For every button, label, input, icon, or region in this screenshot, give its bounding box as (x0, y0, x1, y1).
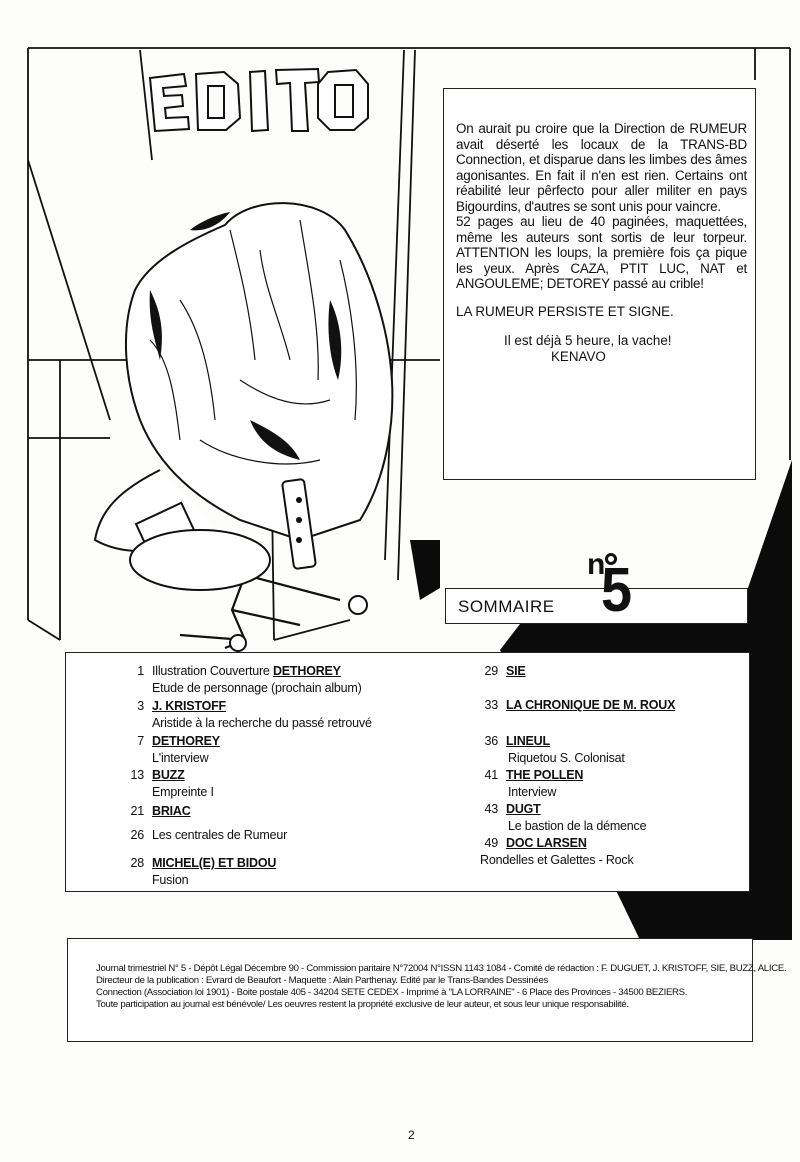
toc-entry[interactable] (480, 697, 675, 714)
toc-page-number: 21 (130, 804, 144, 818)
toc-page-number: 7 (137, 734, 144, 748)
toc-title[interactable]: DUGT (506, 802, 541, 816)
toc-entry[interactable] (480, 733, 625, 767)
toc-page-number: 26 (130, 828, 144, 842)
toc-title[interactable]: DOC LARSEN (506, 836, 587, 850)
toc-title[interactable]: SIE (506, 664, 526, 678)
toc-page-number: 3 (137, 699, 144, 713)
toc-description: Aristide à la recherche du passé retrouvé (152, 716, 372, 730)
edito-closing-line-1: Il est déjà 5 heure, la vache! (504, 333, 672, 348)
credits-line: Toute participation au journal est bénévole/ Les oeuvres restent la propriété exclusive de leur auteur, et sous leur unique responsabilité. (96, 999, 629, 1010)
toc-title[interactable]: LA CHRONIQUE DE M. ROUX (506, 698, 676, 712)
toc-page-number: 43 (484, 802, 498, 816)
toc-title[interactable]: DETHOREY (272, 664, 341, 678)
toc-description: Interview (508, 785, 557, 799)
edito-closing-line-2: KENAVO (551, 348, 606, 364)
toc-title[interactable]: J. KRISTOFF (152, 699, 226, 713)
sommaire-bar (445, 588, 748, 624)
edito-signoff: LA RUMEUR PERSISTE ET SIGNE. (456, 303, 674, 319)
toc-page-number: 1 (137, 664, 144, 678)
toc-title[interactable]: BRIAC (152, 804, 191, 818)
edito-paragraph-1: On aurait pu croire que la Direction de RUMEUR avait déserté les locaux de la TRANS-BD Connection, et disparue dans les limbes des âmes agonisantes. En fait il n'en est rien. Certains ont réabilité leur pêrfecto pour aller militer en pays Bigourdins, d'autres se sont unis pour vaincre. (456, 121, 747, 214)
sommaire-label: SOMMAIRE (458, 597, 555, 616)
toc-title[interactable]: THE POLLEN (506, 768, 584, 782)
edito-body (456, 121, 747, 292)
toc-entry[interactable] (126, 733, 220, 767)
toc-page-number: 41 (484, 768, 498, 782)
toc-description: Le bastion de la démence (508, 819, 647, 833)
toc-entry[interactable] (126, 855, 276, 889)
toc-lead[interactable]: Les centrales de Rumeur (152, 828, 288, 842)
toc-description: Rondelles et Galettes - Rock (480, 853, 634, 867)
toc-entry[interactable] (480, 801, 646, 835)
toc-page-number: 33 (484, 698, 498, 712)
toc-page-number: 36 (484, 734, 498, 748)
toc-page-number: 28 (130, 856, 144, 870)
credits-line: Directeur de la publication : Evrard de Beaufort - Maquette : Alain Parthenay. Edité par le Trans-Bandes Dessinées (96, 975, 548, 986)
toc-page-number: 49 (484, 836, 498, 850)
toc-description: Etude de personnage (prochain album) (152, 681, 362, 695)
edito-paragraph-2: 52 pages au lieu de 40 paginées, maquettées, même les auteurs sont sortis de leur torpeur. ATTENTION les loups, la première fois ça pique les yeux. Après CAZA, PTIT LUC, NAT et ANGOULEME; DETOREY passé au crible! (456, 214, 747, 291)
toc-entry[interactable] (480, 767, 583, 801)
table-of-contents (65, 652, 750, 892)
issue-number: 5 (601, 556, 633, 625)
toc-lead: Illustration Couverture (152, 664, 270, 678)
toc-entry[interactable] (126, 698, 372, 732)
toc-entry[interactable] (126, 803, 191, 820)
toc-description: Fusion (152, 873, 189, 887)
toc-title[interactable]: MICHEL(E) ET BIDOU (152, 856, 277, 870)
page-number: 2 (408, 1128, 415, 1142)
toc-page-number: 29 (484, 664, 498, 678)
toc-page-number: 13 (130, 768, 144, 782)
toc-entry[interactable] (126, 827, 287, 844)
toc-title[interactable]: LINEUL (506, 734, 550, 748)
toc-entry[interactable] (480, 835, 634, 869)
toc-entry[interactable] (126, 663, 362, 697)
toc-title[interactable]: DETHOREY (152, 734, 220, 748)
toc-description: Empreinte I (152, 785, 214, 799)
credits-box (67, 938, 787, 1042)
credits-line: Journal trimestriel N° 5 - Dépôt Légal Décembre 90 - Commission paritaire N°72004 N°ISSN 1143 1084 - Comité de rédaction : F. DUGUET, J. KRISTOFF, SIE, BUZZ, ALICE. (96, 963, 787, 974)
toc-entry[interactable] (480, 663, 526, 680)
toc-description: Riquetou S. Colonisat (508, 751, 625, 765)
toc-title[interactable]: BUZZ (152, 768, 185, 782)
credits-line: Connection (Association loi 1901) - Boite postale 405 - 34204 SETE CEDEX - Imprimé à "LA LORRAINE" - 6 Place des Provinces - 34500 BEZIERS. (96, 987, 688, 998)
edito-box (443, 88, 756, 480)
issue-prefix: n (587, 548, 606, 581)
toc-entry[interactable] (126, 767, 214, 801)
toc-description: L'interview (152, 751, 209, 765)
